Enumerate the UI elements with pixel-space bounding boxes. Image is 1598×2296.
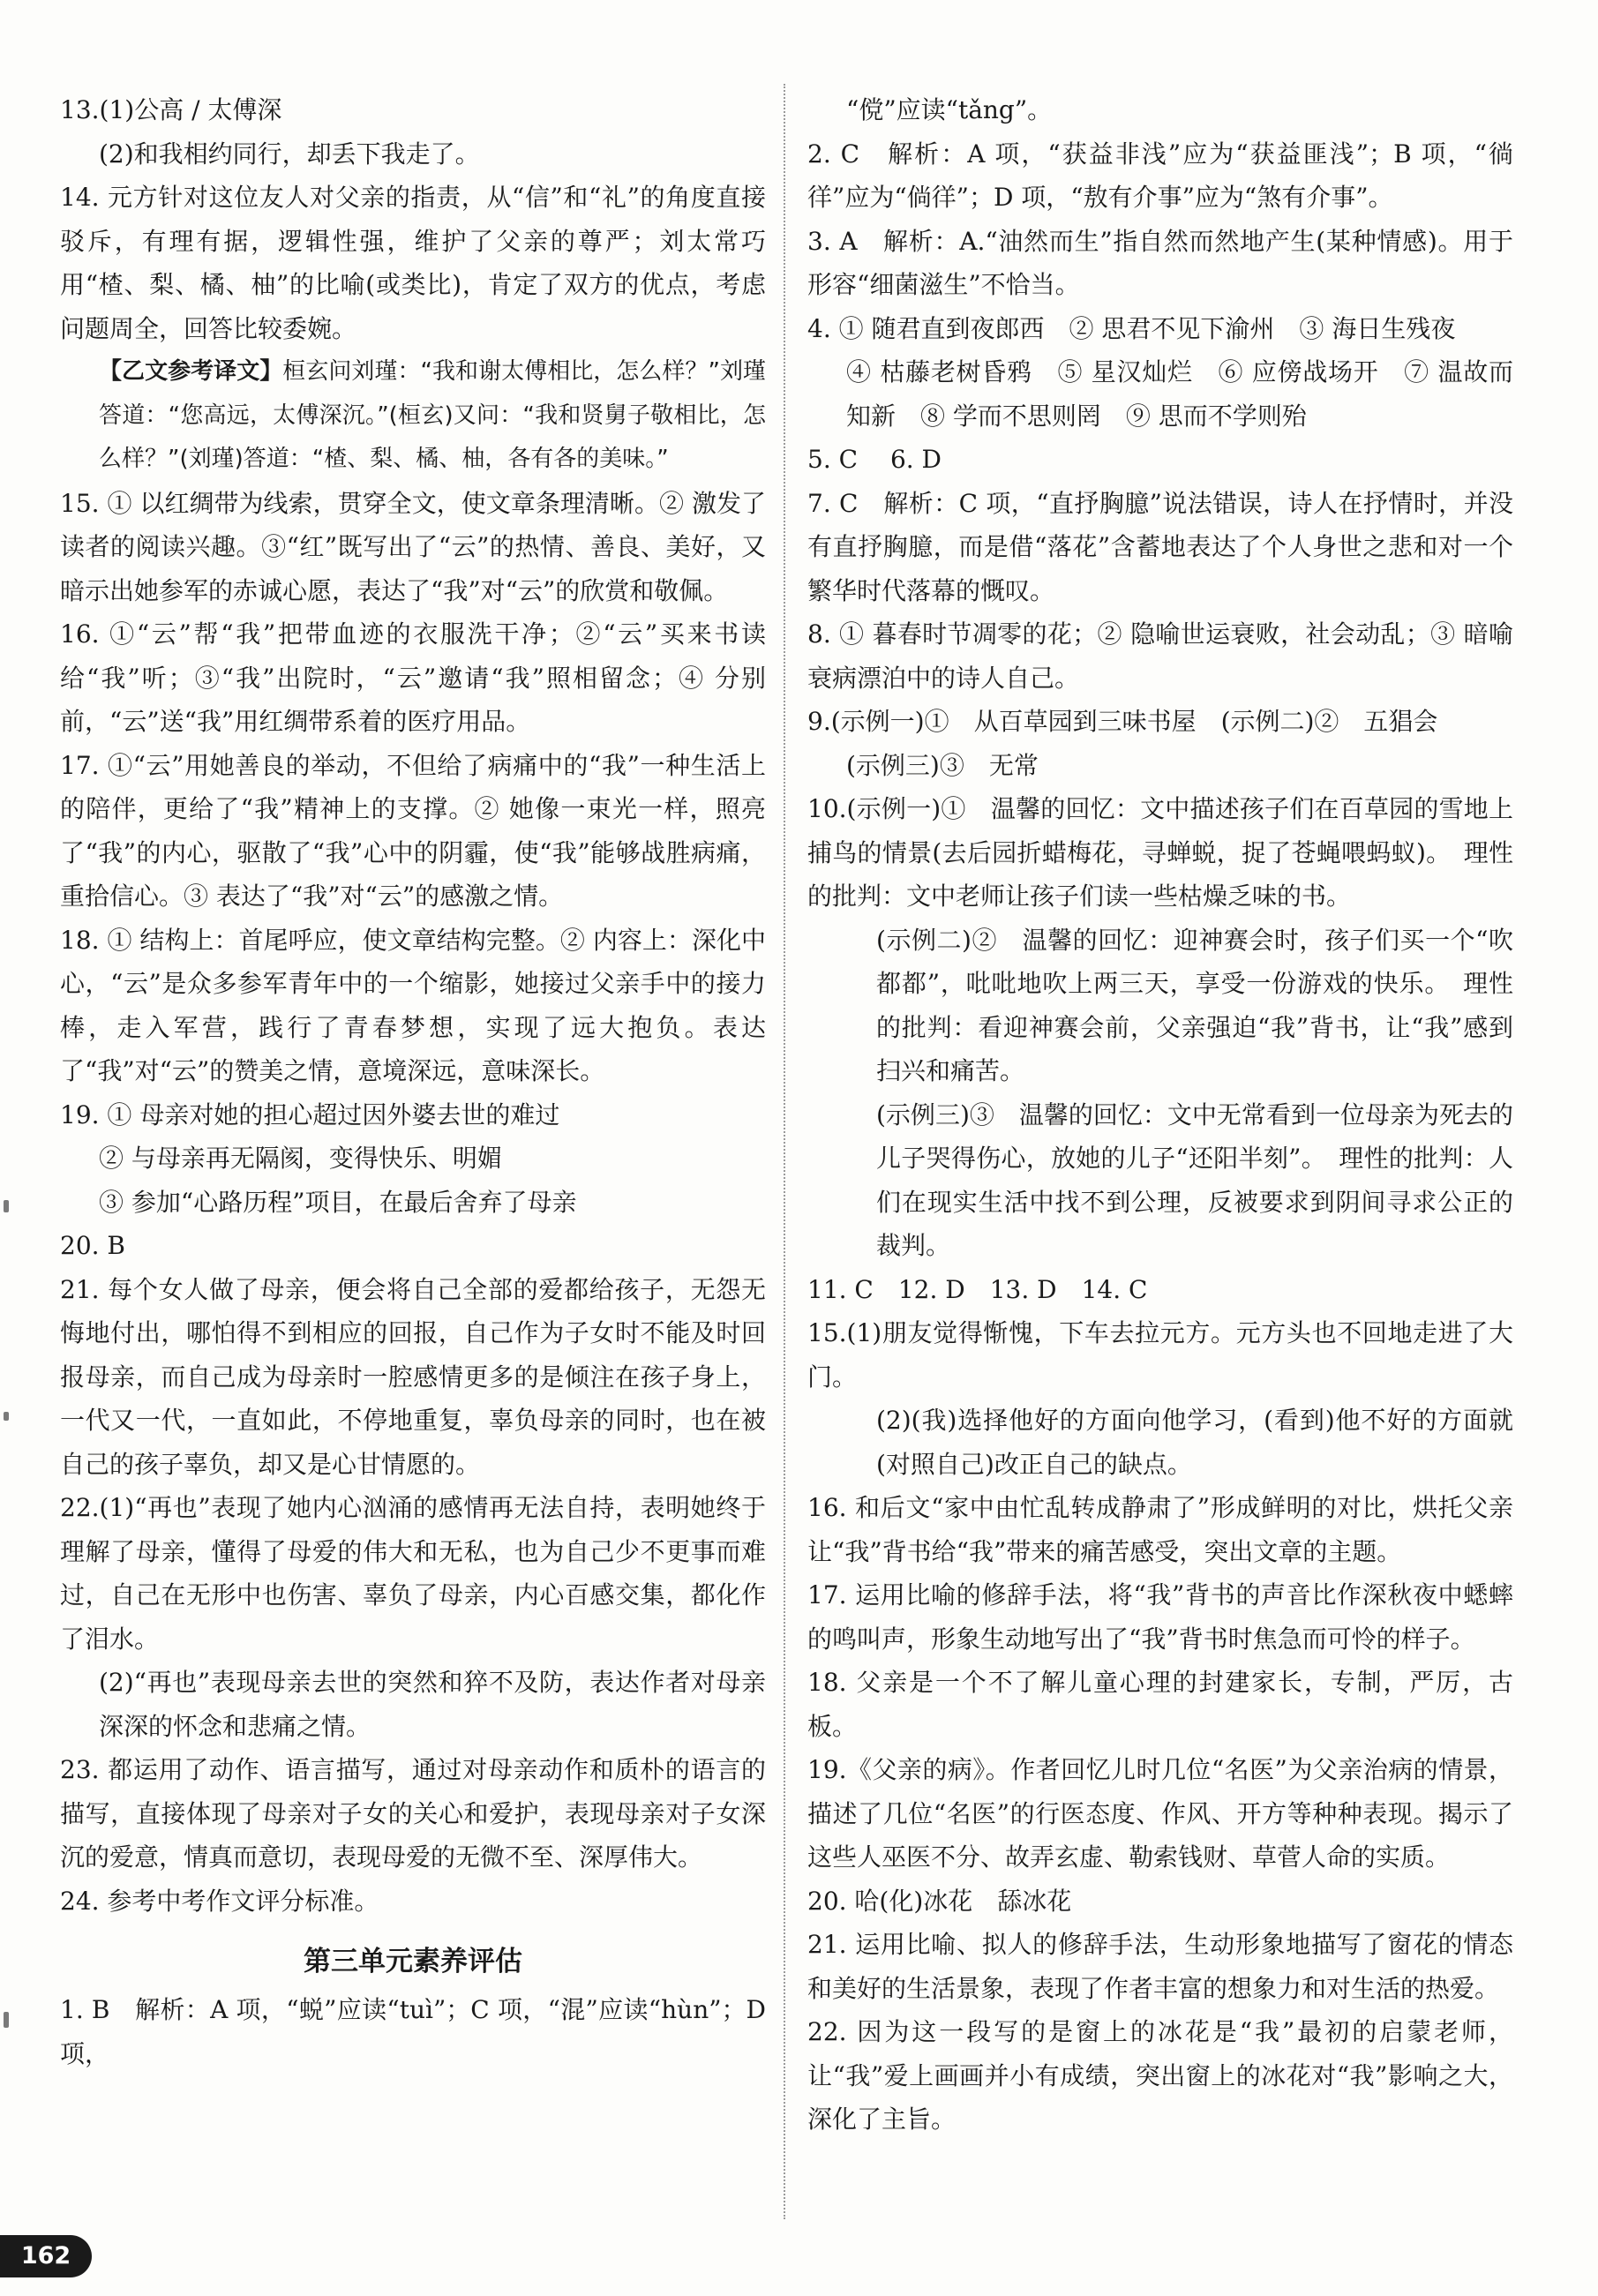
left-column bbox=[60, 88, 766, 2075]
answer-17: 17. ①“云”用她善良的举动，不但给了病痛中的“我”一种生活上的陪伴，更给了“我”精神上的支撑。② 她像一束光一样，照亮了“我”的内心，驱散了“我”心中的阴霾，使“我”能够战胜病痛，重拾信心。③ 表达了“我”对“云”的感激之情。 bbox=[60, 750, 766, 911]
answer-9-b: (示例三)③ 无常 bbox=[846, 750, 1039, 780]
answer-14: 14. 元方针对这位友人对父亲的指责，从“信”和“礼”的角度直接驳斥，有理有据，逻辑性强，维护了父亲的尊严；刘太常巧用“楂、梨、橘、柚”的比喻(或类比)，肯定了双方的优点，考虑问题周全，回答比较委婉。 bbox=[60, 183, 766, 343]
answer-22-2: (2)“再也”表现母亲去世的突然和猝不及防，表达作者对母亲深深的怀念和悲痛之情。 bbox=[99, 1668, 766, 1741]
answer-1: 1. B 解析：A 项，“蜕”应读“tuì”；C 项，“混”应读“hùn”；D 项， bbox=[60, 1995, 766, 2068]
answer-19: 19.《父亲的病》。作者回忆儿时几位“名医”为父亲治病的情景，描述了几位“名医”的行医态度、作风、开方等种种表现。揭示了这些人巫医不分、故弄玄虚、勒索钱财、草菅人命的实质。 bbox=[807, 1755, 1513, 1872]
answer-19-1: 19. ① 母亲对她的担心超过因外婆去世的难过 bbox=[60, 1099, 560, 1129]
answer-1-cont: “傥”应读“tǎng”。 bbox=[846, 95, 1053, 124]
answer-19-2: ② 与母亲再无隔阂，变得快乐、明媚 bbox=[99, 1144, 502, 1173]
answer-10-c: (示例三)③ 温馨的回忆：文中无常看到一位母亲为死去的儿子哭得伤心，放她的儿子“还阳半刻”。 理性的批判：人们在现实生活中找不到公理，反被要求到阴间寻求公正的裁判。 bbox=[876, 1099, 1513, 1260]
page-number: 162 bbox=[0, 2235, 92, 2277]
edge-mark bbox=[4, 1200, 9, 1212]
answer-18: 18. ① 结构上：首尾呼应，使文章结构完整。② 内容上：深化中心，“云”是众多参军青年中的一个缩影，她接过父亲手中的接力棒，走入军营，践行了青春梦想，实现了远大抱负。表达了“我”对“云”的赞美之情，意境深远，意味深长。 bbox=[60, 925, 766, 1085]
translation-note-body: 桓玄问刘瑾：“我和谢太傅相比，怎么样？”刘瑾答道：“您高远，太傅深沉。”(桓玄)又问：“我和贤舅子敬相比，怎么样？”(刘瑾)答道：“楂、梨、橘、柚，各有各的美味。” bbox=[99, 358, 766, 472]
answer-21: 21. 运用比喻、拟人的修辞手法，生动形象地描写了窗花的情态和美好的生活景象，表现了作者丰富的想象力和对生活的热爱。 bbox=[807, 1930, 1513, 2003]
answer-11-14: 11. C 12. D 13. D 14. C bbox=[807, 1274, 1148, 1304]
answer-18: 18. 父亲是一个不了解儿童心理的封建家长，专制，严厉，古板。 bbox=[807, 1668, 1513, 1741]
answer-4-a: 4. ① 随君直到夜郎西 ② 思君不见下渝州 ③ 海日生残夜 bbox=[807, 313, 1456, 343]
answer-9-a: 9.(示例一)① 从百草园到三味书屋 (示例二)② 五猖会 bbox=[807, 707, 1438, 736]
answer-2: 2. C 解析：A 项，“获益非浅”应为“获益匪浅”；B 项，“徜徉”应为“倘徉”；D 项，“敖有介事”应为“煞有介事”。 bbox=[807, 139, 1513, 212]
answer-15: 15. ① 以红绸带为线索，贯穿全文，使文章条理清晰。② 激发了读者的阅读兴趣。③“红”既写出了“云”的热情、善良、美好，又暗示出她参军的赤诚心愿，表达了“我”对“云”的欣赏和敬佩。 bbox=[60, 488, 766, 605]
answer-13-1: 13.(1)公高 / 太傅深 bbox=[60, 95, 282, 124]
answer-3: 3. A 解析：A.“油然而生”指自然而然地产生(某种情感)。用于形容“细菌滋生”不恰当。 bbox=[807, 226, 1513, 299]
answer-20: 20. B bbox=[60, 1231, 126, 1260]
answer-16: 16. 和后文“家中由忙乱转成静肃了”形成鲜明的对比，烘托父亲让“我”背书给“我”带来的痛苦感受，突出文章的主题。 bbox=[807, 1493, 1513, 1566]
answer-21: 21. 每个女人做了母亲，便会将自己全部的爱都给孩子，无怨无悔地付出，哪怕得不到相应的回报，自己作为子女时不能及时回报母亲，而自己成为母亲时一腔感情更多的是倾注在孩子身上，一代又一代，一直如此，不停地重复，辜负母亲的同时，也在被自己的孩子辜负，却又是心甘情愿的。 bbox=[60, 1274, 766, 1479]
section-heading: 第三单元素养评估 bbox=[304, 1946, 522, 1977]
edge-mark bbox=[4, 2012, 9, 2028]
answer-24: 24. 参考中考作文评分标准。 bbox=[60, 1886, 379, 1916]
answer-16: 16. ①“云”帮“我”把带血迹的衣服洗干净；②“云”买来书读给“我”听；③“我”出院时，“云”邀请“我”照相留念；④ 分别前，“云”送“我”用红绸带系着的医疗用品。 bbox=[60, 619, 766, 736]
right-column bbox=[807, 88, 1513, 2142]
answer-23: 23. 都运用了动作、语言描写，通过对母亲动作和质朴的语言的描写，直接体现了母亲对子女的关心和爱护，表现母亲对子女深沉的爱意，情真而意切，表现母爱的无微不至、深厚伟大。 bbox=[60, 1755, 766, 1872]
edge-mark bbox=[4, 1412, 9, 1421]
answer-15-1: 15.(1)朋友觉得惭愧，下车去拉元方。元方头也不回地走进了大门。 bbox=[807, 1318, 1513, 1392]
translation-note bbox=[60, 350, 766, 482]
answer-19-3: ③ 参加“心路历程”项目，在最后舍弃了母亲 bbox=[99, 1187, 577, 1217]
answer-10-a: 10.(示例一)① 温馨的回忆：文中描述孩子们在百草园的雪地上捕鸟的情景(去后园折蜡梅花，寻蝉蜕，捉了苍蝇喂蚂蚁)。 理性的批判：文中老师让孩子们读一些枯燥乏味的书。 bbox=[807, 794, 1513, 911]
answer-22: 22. 因为这一段写的是窗上的冰花是“我”最初的启蒙老师，让“我”爱上画画并小有成绩，突出窗上的冰花对“我”影响之大，深化了主旨。 bbox=[807, 2017, 1513, 2134]
column-divider bbox=[784, 84, 785, 2219]
answer-15-2: (2)(我)选择他好的方面向他学习，(看到)他不好的方面就(对照自己)改正自己的缺点。 bbox=[876, 1406, 1513, 1479]
answer-17: 17. 运用比喻的修辞手法，将“我”背书的声音比作深秋夜中蟋蟀的鸣叫声，形象生动地写出了“我”背书时焦急而可怜的样子。 bbox=[807, 1580, 1513, 1654]
answer-10-b: (示例二)② 温馨的回忆：迎神赛会时，孩子们买一个“吹都都”，吡吡地吹上两三天，享受一份游戏的快乐。 理性的批判：看迎神赛会前，父亲强迫“我”背书，让“我”感到扫兴和痛苦。 bbox=[876, 925, 1513, 1085]
answer-20: 20. 哈(化)冰花 舔冰花 bbox=[807, 1886, 1072, 1916]
answer-22-1: 22.(1)“再也”表现了她内心汹涌的感情再无法自持，表明她终于理解了母亲，懂得了母爱的伟大和无私，也为自己少不更事而难过，自己在无形中也伤害、辜负了母亲，内心百感交集，都化作了泪水。 bbox=[60, 1493, 766, 1654]
translation-note-title: 【乙文参考译文】 bbox=[99, 358, 283, 385]
answer-8: 8. ① 暮春时节凋零的花；② 隐喻世运衰败，社会动乱；③ 暗喻衰病漂泊中的诗人自己。 bbox=[807, 619, 1513, 693]
answer-5-6: 5. C 6. D bbox=[807, 445, 942, 474]
answer-4-b: ④ 枯藤老树昏鸦 ⑤ 星汉灿烂 ⑥ 应傍战场开 ⑦ 温故而知新 ⑧ 学而不思则罔 ⑨ 思而不学则殆 bbox=[846, 357, 1513, 431]
answer-13-2: (2)和我相约同行，却丢下我走了。 bbox=[99, 139, 480, 169]
answer-7: 7. C 解析：C 项，“直抒胸臆”说法错误，诗人在抒情时，并没有直抒胸臆，而是借“落花”含蓄地表达了个人身世之悲和对一个繁华时代落幕的慨叹。 bbox=[807, 488, 1513, 605]
